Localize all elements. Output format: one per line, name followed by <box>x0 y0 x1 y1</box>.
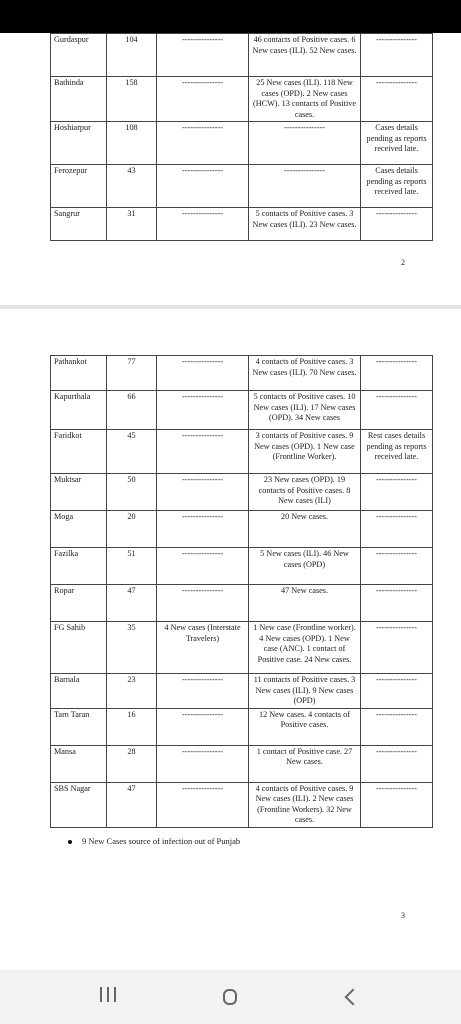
remarks-cell: --------------- <box>361 208 433 241</box>
remarks-cell: Rest cases details pending as reports received late. <box>361 430 433 474</box>
note-text: 9 New Cases source of infection out of Punjab <box>82 836 241 846</box>
table-row <box>51 208 433 241</box>
table-row <box>51 622 433 674</box>
remarks-cell: --------------- <box>361 548 433 585</box>
interstate-cell: --------------- <box>157 585 249 622</box>
interstate-cell: --------------- <box>157 165 249 208</box>
remarks-cell: --------------- <box>361 622 433 674</box>
district-cell: Ropar <box>51 585 107 622</box>
bullet-icon <box>68 840 72 844</box>
district-cell: SBS Nagar <box>51 782 107 827</box>
district-cell: Hoshiarpur <box>51 122 107 165</box>
interstate-cell: 4 New cases (Interstate Travelers) <box>157 622 249 674</box>
remarks-cell: --------------- <box>361 708 433 745</box>
table-row <box>51 782 433 827</box>
remarks-cell: Cases details pending as reports received late. <box>361 165 433 208</box>
case-details-cell: 4 contacts of Positive cases. 9 New cases (ILI). 2 New cases (Frontline Workers). 32 New cases. <box>249 782 361 827</box>
count-cell: 16 <box>107 708 157 745</box>
interstate-cell: --------------- <box>157 474 249 511</box>
case-details-cell: 23 New cases (OPD). 19 contacts of Positive cases. 8 New cases (ILI) <box>249 474 361 511</box>
district-cell: Mansa <box>51 745 107 782</box>
count-cell: 47 <box>107 585 157 622</box>
district-cell: Gurdaspur <box>51 34 107 77</box>
table-row <box>51 674 433 709</box>
recents-button[interactable] <box>86 982 130 1012</box>
count-cell: 31 <box>107 208 157 241</box>
district-cell: Muktsar <box>51 474 107 511</box>
back-button[interactable] <box>328 982 372 1012</box>
count-cell: 104 <box>107 34 157 77</box>
table-row <box>51 77 433 122</box>
count-cell: 43 <box>107 165 157 208</box>
count-cell: 47 <box>107 782 157 827</box>
case-details-cell: 25 New cases (ILI). 118 New cases (OPD). 2 New cases (HCW). 13 contacts of Positive cases. <box>249 77 361 122</box>
interstate-cell: --------------- <box>157 674 249 709</box>
count-cell: 77 <box>107 356 157 391</box>
remarks-cell: --------------- <box>361 745 433 782</box>
case-details-cell: 5 New cases (ILI). 46 New cases (OPD) <box>249 548 361 585</box>
count-cell: 23 <box>107 674 157 709</box>
interstate-cell: --------------- <box>157 356 249 391</box>
interstate-cell: --------------- <box>157 548 249 585</box>
district-cell: Faridkot <box>51 430 107 474</box>
status-bar <box>0 0 461 33</box>
remarks-cell: --------------- <box>361 511 433 548</box>
back-icon <box>345 989 362 1006</box>
count-cell: 20 <box>107 511 157 548</box>
count-cell: 35 <box>107 622 157 674</box>
table-row <box>51 430 433 474</box>
interstate-cell: --------------- <box>157 745 249 782</box>
navigation-bar <box>0 970 461 1024</box>
interstate-cell: --------------- <box>157 782 249 827</box>
table-row <box>51 122 433 165</box>
home-icon <box>223 989 237 1005</box>
page-number: 3 <box>401 911 405 920</box>
document-page-2 <box>0 33 461 305</box>
case-details-cell: 12 New cases. 4 contacts of Positive cases. <box>249 708 361 745</box>
count-cell: 51 <box>107 548 157 585</box>
count-cell: 45 <box>107 430 157 474</box>
interstate-cell: --------------- <box>157 708 249 745</box>
remarks-cell: Cases details pending as reports received late. <box>361 122 433 165</box>
case-details-cell: 47 New cases. <box>249 585 361 622</box>
district-cell: Bathinda <box>51 77 107 122</box>
interstate-cell: --------------- <box>157 122 249 165</box>
count-cell: 28 <box>107 745 157 782</box>
district-cell: Fazilka <box>51 548 107 585</box>
remarks-cell: --------------- <box>361 356 433 391</box>
district-cell: Moga <box>51 511 107 548</box>
case-details-cell: 1 New case (Frontline worker). 4 New cases (OPD). 1 New case (ANC). 1 contact of Positive case. 24 New cases. <box>249 622 361 674</box>
table-row <box>51 745 433 782</box>
table-row <box>51 585 433 622</box>
district-cell: Kapurthala <box>51 391 107 430</box>
remarks-cell: --------------- <box>361 77 433 122</box>
table-row <box>51 548 433 585</box>
case-details-cell: 5 contacts of Positive cases. 10 New cases (ILI). 17 New cases (OPD). 34 New cases <box>249 391 361 430</box>
district-cell: Ferozepur <box>51 165 107 208</box>
home-button[interactable] <box>208 982 252 1012</box>
cases-table-page-3 <box>50 355 433 828</box>
district-cell: FG Sahib <box>51 622 107 674</box>
table-row <box>51 391 433 430</box>
case-details-cell: 1 contact of Positive case. 27 New cases. <box>249 745 361 782</box>
interstate-cell: --------------- <box>157 511 249 548</box>
case-details-cell: --------------- <box>249 165 361 208</box>
table-row <box>51 511 433 548</box>
interstate-cell: --------------- <box>157 34 249 77</box>
count-cell: 158 <box>107 77 157 122</box>
document-page-3 <box>0 309 461 969</box>
remarks-cell: --------------- <box>361 585 433 622</box>
interstate-cell: --------------- <box>157 391 249 430</box>
remarks-cell: --------------- <box>361 474 433 511</box>
interstate-cell: --------------- <box>157 208 249 241</box>
case-details-cell: 5 contacts of Positive cases. 3 New cases (ILI). 23 New cases. <box>249 208 361 241</box>
table-row <box>51 34 433 77</box>
remarks-cell: --------------- <box>361 674 433 709</box>
remarks-cell: --------------- <box>361 34 433 77</box>
district-cell: Pathankot <box>51 356 107 391</box>
district-cell: Barnala <box>51 674 107 709</box>
case-details-cell: 4 contacts of Positive cases. 3 New cases (ILI). 70 New cases. <box>249 356 361 391</box>
cases-table-page-2 <box>50 33 433 241</box>
case-details-cell: 20 New cases. <box>249 511 361 548</box>
table-row <box>51 356 433 391</box>
table-row <box>51 474 433 511</box>
remarks-cell: --------------- <box>361 782 433 827</box>
table-row <box>51 165 433 208</box>
case-details-cell: 3 contacts of Positive cases. 9 New cases (OPD). 1 New case (Frontline Worker). <box>249 430 361 474</box>
recents-icon <box>98 987 119 1007</box>
district-cell: Tarn Taran <box>51 708 107 745</box>
page-number: 2 <box>401 258 405 267</box>
note-bullet <box>68 836 240 846</box>
district-cell: Sangrur <box>51 208 107 241</box>
count-cell: 50 <box>107 474 157 511</box>
interstate-cell: --------------- <box>157 77 249 122</box>
table-row <box>51 708 433 745</box>
case-details-cell: --------------- <box>249 122 361 165</box>
count-cell: 66 <box>107 391 157 430</box>
interstate-cell: --------------- <box>157 430 249 474</box>
case-details-cell: 46 contacts of Positive cases. 6 New cases (ILI). 52 New cases. <box>249 34 361 77</box>
count-cell: 108 <box>107 122 157 165</box>
remarks-cell: --------------- <box>361 391 433 430</box>
case-details-cell: 11 contacts of Positive cases. 3 New cases (ILI). 9 New cases (OPD) <box>249 674 361 709</box>
